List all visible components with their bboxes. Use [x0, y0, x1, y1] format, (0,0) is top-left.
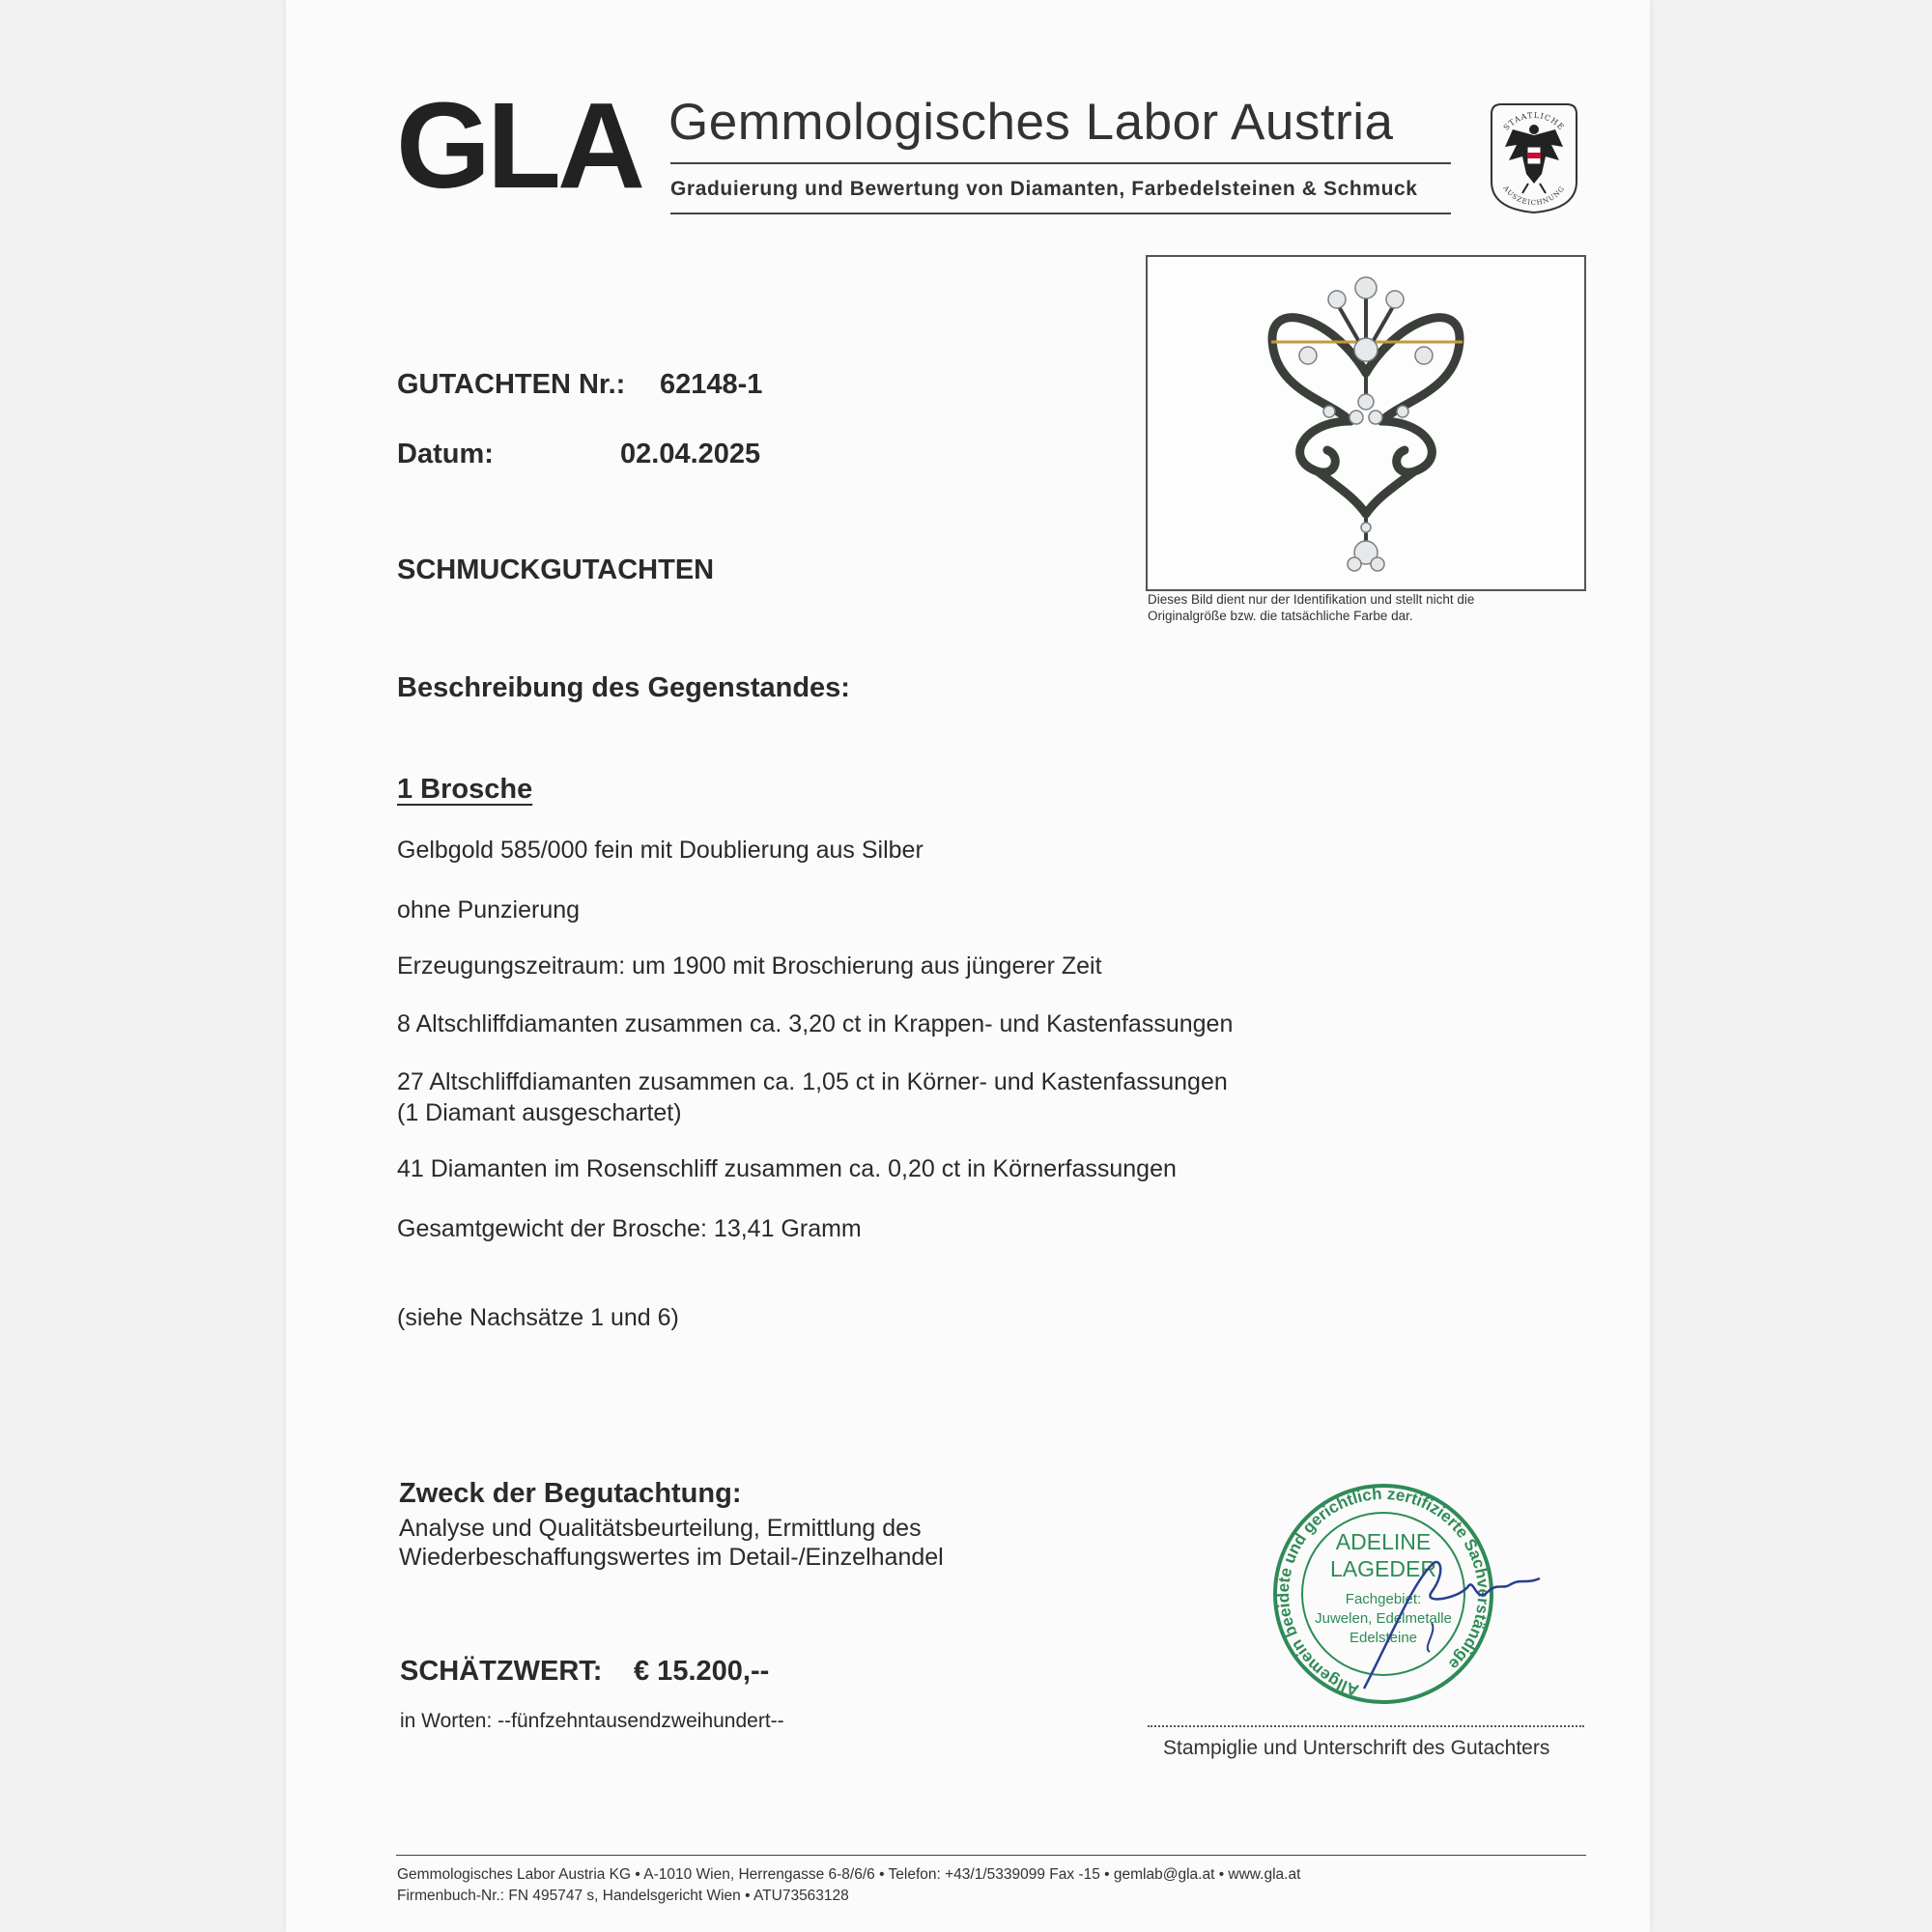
footer-registry: Firmenbuch-Nr.: FN 495747 s, Handelsgericht Wien • ATU73563128	[397, 1888, 849, 1904]
svg-text:AUSZEICHNUNG	[1501, 184, 1567, 207]
description-line: Gelbgold 585/000 fein mit Doublierung aus Silber	[397, 837, 923, 864]
stamp-field-line-2: Juwelen, Edelmetalle	[1315, 1610, 1452, 1627]
description-line: Gesamtgewicht der Brosche: 13,41 Gramm	[397, 1215, 862, 1242]
footer-rule	[396, 1855, 1586, 1856]
lab-name: Gemmologisches Labor Austria	[668, 94, 1394, 151]
report-number-label: GUTACHTEN Nr.:	[397, 369, 626, 400]
description-line: 8 Altschliffdiamanten zusammen ca. 3,20 ct in Krappen- und Kastenfassungen	[397, 1010, 1234, 1037]
date-label: Datum:	[397, 439, 494, 469]
description-line: ohne Punzierung	[397, 896, 581, 923]
stamp-field-line-3: Edelsteine	[1349, 1630, 1418, 1646]
brooch-image	[1148, 257, 1584, 589]
emblem-bottom-text: AUSZEICHNUNG	[1501, 184, 1567, 208]
item-title: 1 Brosche	[397, 774, 533, 805]
gla-logo: GLA	[396, 77, 641, 213]
expert-stamp	[1267, 1478, 1548, 1710]
header-rule-bottom	[670, 213, 1451, 214]
photo-caption-line-2: Originalgröße bzw. die tatsächliche Farbe dar.	[1148, 609, 1413, 623]
signature-label: Stampiglie und Unterschrift des Gutachters	[1163, 1737, 1550, 1759]
report-number-value: 62148-1	[660, 369, 763, 400]
description-line: (siehe Nachsätze 1 und 6)	[397, 1304, 679, 1331]
stamp-name-line-1: ADELINE	[1335, 1529, 1432, 1554]
purpose-line-1: Analyse und Qualitätsbeurteilung, Ermittlung des	[399, 1515, 922, 1542]
lab-tagline: Graduierung und Bewertung von Diamanten, Farbedelsteinen & Schmuck	[670, 178, 1418, 200]
emblem-top-text: STAATLICHE	[1501, 110, 1567, 132]
stamp-field-line-1: Fachgebiet:	[1345, 1591, 1422, 1607]
valuation-label: SCHÄTZWERT:	[400, 1656, 603, 1687]
stamp-ring-text: Allgemein beeidete und gerichtlich zertifizierte Sachverständige	[1273, 1484, 1493, 1700]
header-rule-top	[670, 162, 1451, 164]
report-type: SCHMUCKGUTACHTEN	[397, 554, 715, 585]
photo-caption-line-1: Dieses Bild dient nur der Identifikation und stellt nicht die	[1148, 592, 1475, 607]
purpose-heading: Zweck der Begutachtung:	[399, 1478, 742, 1509]
description-line: (1 Diamant ausgeschartet)	[397, 1099, 682, 1126]
footer-address: Gemmologisches Labor Austria KG • A-1010 Wien, Herrengasse 6-8/6/6 • Telefon: +43/1/5339099 Fax -15 • gemlab@gla.at • www.gla.at	[397, 1866, 1301, 1883]
description-line: 41 Diamanten im Rosenschliff zusammen ca. 0,20 ct in Körnerfassungen	[397, 1155, 1177, 1182]
purpose-line-2: Wiederbeschaffungswertes im Detail-/Einzelhandel	[399, 1544, 944, 1571]
description-heading: Beschreibung des Gegenstandes:	[397, 672, 850, 703]
photo-caption	[1148, 591, 1592, 624]
signature-line	[1148, 1725, 1584, 1727]
austrian-eagle-emblem-icon	[1484, 100, 1584, 214]
valuation-in-words: in Worten: --fünfzehntausendzweihundert--	[400, 1710, 784, 1732]
date-value: 02.04.2025	[620, 439, 761, 469]
stamp-name-line-2: LAGEDER	[1330, 1556, 1436, 1581]
valuation-value: € 15.200,--	[634, 1656, 770, 1687]
description-line: Erzeugungszeitraum: um 1900 mit Broschierung aus jüngerer Zeit	[397, 952, 1102, 980]
description-line: 27 Altschliffdiamanten zusammen ca. 1,05 ct in Körner- und Kastenfassungen	[397, 1068, 1228, 1095]
brooch-photo	[1146, 255, 1586, 591]
